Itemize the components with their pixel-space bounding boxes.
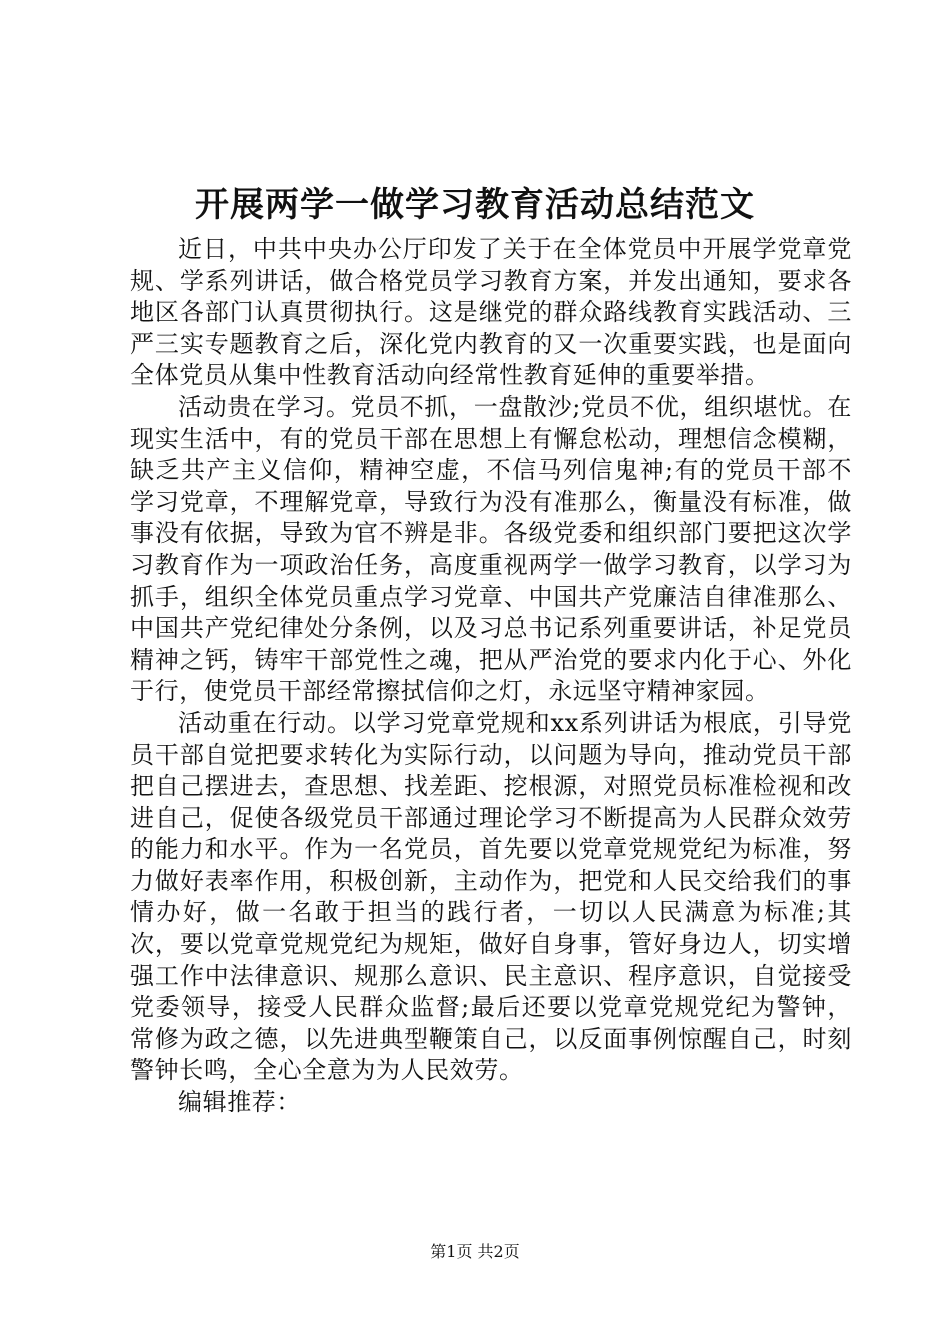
paragraph-intro: 近日，中共中央办公厅印发了关于在全体党员中开展学党章党规、学系列讲话，做合格党员学习教育方案，并发出通知，要求各地区各部门认真贯彻执行。这是继党的群众路线教育实践活动、三严三实专题教育之后，深化党内教育的又一次重要实践，也是面向全体党员从集中性教育活动向经常性教育延伸的重要举措。 [130,235,852,390]
document-title: 开展两学一做学习教育活动总结范文 [195,185,755,225]
page-footer: 第1页 共2页 [430,1242,520,1261]
paragraph-learning: 活动贵在学习。党员不抓，一盘散沙;党员不优，组织堪忧。在现实生活中，有的党员干部在思想上有懈怠松动，理想信念模糊，缺乏共产主义信仰，精神空虚，不信马列信鬼神;有的党员干部不学习党章，不理解党章，导致行为没有准那么，衡量没有标准，做事没有依据，导致为官不辨是非。各级党委和组织部门要把这次学习教育作为一项政治任务，高度重视两学一做学习教育，以学习为抓手，组织全体党员重点学习党章、中国共产党廉洁自律准那么、中国共产党纪律处分条例，以及习总书记系列重要讲话，补足党员精神之钙，铸牢干部党性之魂，把从严治党的要求内化于心、外化于行，使党员干部经常擦拭信仰之灯，永远坚守精神家园。 [130,392,852,706]
document-body [130,234,852,1119]
paragraph-action: 活动重在行动。以学习党章党规和xx系列讲话为根底，引导党员干部自觉把要求转化为实际行动，以问题为导向，推动党员干部把自己摆进去，查思想、找差距、挖根源，对照党员标准检视和改进自己，促使各级党员干部通过理论学习不断提高为人民群众效劳的能力和水平。作为一名党员，首先要以党章党规党纪为标准，努力做好表率作用，积极创新，主动作为，把党和人民交给我们的事情办好，做一名敢于担当的践行者，一切以人民满意为标准;其次，要以党章党规党纪为规矩，做好自身事，管好身边人，切实增强工作中法律意识、规那么意识、民主意识、程序意识，自觉接受党委领导，接受人民群众监督;最后还要以党章党规党纪为警钟，常修为政之德，以先进典型鞭策自己，以反面事例惊醒自己，时刻警钟长鸣，全心全意为为人民效劳。 [130,708,852,1085]
paragraph-editor-recommend: 编辑推荐： [178,1088,301,1117]
